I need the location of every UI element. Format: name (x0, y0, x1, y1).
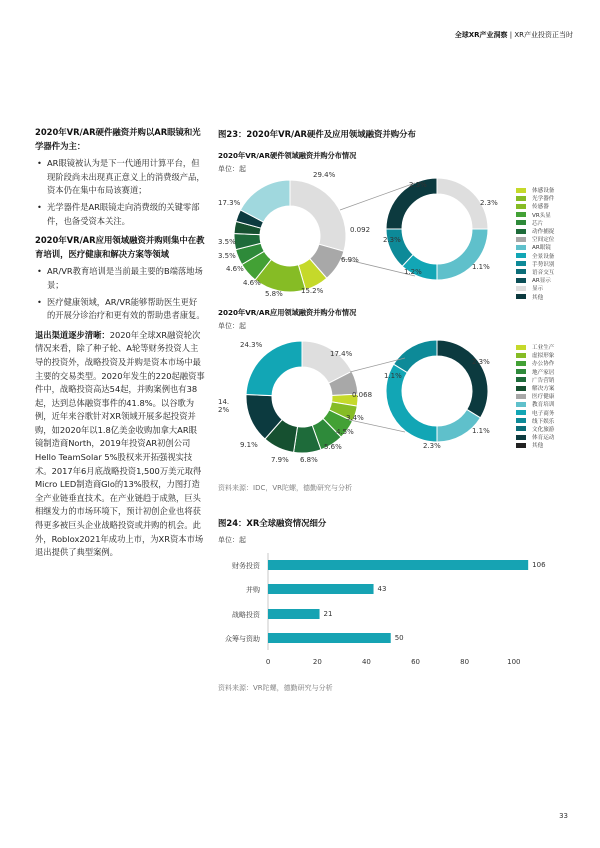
hw-legend-swatch (516, 188, 526, 193)
header-title-rest: | XR产业投资正当时 (507, 31, 573, 39)
hw-legend-label: 光学器件 (532, 196, 555, 203)
hw-legend-item (516, 227, 554, 235)
hw-legend-label: 体感设备 (532, 188, 555, 195)
hw-legend-label: 全景设备 (532, 253, 555, 260)
hw-legend-swatch (516, 245, 526, 250)
application-legend (516, 343, 554, 449)
app-legend-label: 教育培训 (532, 402, 555, 409)
hw-legend-label: AR显示 (532, 278, 551, 285)
bar-category-0: 财务投资 (232, 562, 260, 570)
bullet: • 光学器件是AR眼镜走向消费级的关键零部件，也备受资本关注。 (35, 201, 205, 228)
hw-label-17.3: 17.3% (218, 199, 241, 207)
bar-value-1: 43 (377, 585, 387, 593)
hw-legend-item (516, 194, 554, 202)
app-label-3.4: 3.4% (346, 414, 364, 422)
hw-label-6.9: 6.9% (341, 256, 359, 264)
hw-legend-item (516, 284, 554, 292)
app-main-slice-9 (246, 341, 302, 396)
app-legend-swatch (516, 402, 526, 407)
app-legend-swatch (516, 410, 526, 415)
app-legend-swatch (516, 394, 526, 399)
bullet: • 医疗健康领域，AR/VR能够帮助医生更好的开展分诊治疗和更有效的帮助患者康复。 (35, 296, 205, 323)
hw-legend-swatch (516, 269, 526, 274)
hw-label-4.6a: 4.6% (243, 279, 261, 287)
bar-category-1: 并购 (246, 586, 260, 594)
header-title-bold: 全球XR产业洞察 (454, 31, 508, 39)
hw-legend-label: 显示 (532, 286, 544, 293)
app-legend-label: 地产家居 (532, 369, 555, 376)
app-sub-label-d: 1.1% (384, 372, 402, 380)
hw-legend-item (516, 219, 554, 227)
app-legend-item (516, 392, 554, 400)
app-legend-item (516, 417, 554, 425)
hw-legend-swatch (516, 229, 526, 234)
x-tick-20: 20 (312, 658, 322, 666)
app-legend-label: 线下娱乐 (532, 418, 555, 425)
hw-legend-item (516, 235, 554, 243)
app-sub-label-a: 2.3% (472, 358, 490, 366)
hw-legend-label: AR眼镜 (532, 245, 551, 252)
app-legend-item (516, 384, 554, 392)
hw-legend-label: 其他 (532, 294, 544, 301)
x-tick-0: 0 (265, 658, 271, 666)
app-legend-label: 医疗健康 (532, 394, 555, 401)
hw-main-slice-0 (290, 180, 346, 251)
app-label-5.6: 5.6% (324, 443, 342, 451)
app-legend-swatch (516, 386, 526, 391)
hw-legend-swatch (516, 261, 526, 266)
exit-text: 2020年全球XR融资轮次情况来看，除了种子轮、A轮等财务投资人主导的投资外，战略投资及并购是资本市场中最主要的交易类型。2020年发生的220起融资事件中，战略投资高达54起，并购案例也有38起，达到总体融资事件的41.8%。以谷歌为例，近年来谷歌针对XR领域开展多起投资并购，如2020年以1.8亿美金收购加拿大AR眼镜制造商North，2019年投资AR初创公司Hello TeamSolar 5%股权来开拓强视实技术。2017年6月底战略投资1,500万美元取得Micro LED制造商Glo的13%股权，力图打造全产业链垂直技术。在产业链趋于成熟，巨头相继发力的市场环境下，预计初创企业也将获得更多被巨头企业战略投资或并购的机会。此外，Roblox2021年成功上市，为XR资本市场退出提供了典型案例。 (35, 329, 205, 558)
fig23-source: 资料来源：IDC，VR陀螺，德勤研究与分析 (218, 484, 352, 492)
hw-legend-label: 手势识别 (532, 261, 555, 268)
hardware-legend (516, 186, 554, 301)
app-sub-label-b: 1.1% (472, 427, 490, 435)
app-legend-label: 虚拟形象 (532, 353, 555, 360)
app-sub-slice-3 (394, 340, 437, 373)
bar-value-0: 106 (532, 561, 546, 569)
app-legend-swatch (516, 435, 526, 440)
app-label-17.4: 17.4% (330, 350, 353, 358)
hw-legend-item (516, 186, 554, 194)
hw-legend-item (516, 260, 554, 268)
section-heading-hardware: 2020年VR/AR硬件融资并购以AR眼镜和光学器件为主： (35, 127, 201, 151)
app-sub-slice-0 (437, 340, 488, 418)
app-sub-label-c: 2.3% (423, 442, 441, 450)
fig23-title: 图23：2020年VR/AR硬件及应用领域融资并购分布 (218, 129, 416, 139)
hw-legend-swatch (516, 204, 526, 209)
bar-1 (268, 584, 374, 594)
app-label-7.9: 7.9% (271, 456, 289, 464)
bar-value-2: 21 (323, 610, 333, 618)
fig23-app-unit: 单位：起 (218, 322, 246, 330)
hw-legend-swatch (516, 212, 526, 217)
app-legend-label: 广告营销 (532, 377, 555, 384)
hw-legend-item (516, 243, 554, 251)
x-tick-100: 100 (507, 658, 521, 666)
app-legend-item (516, 400, 554, 408)
app-legend-label: 解决方案 (532, 386, 555, 393)
app-legend-label: 办公协作 (532, 361, 555, 368)
bar-value-3: 50 (394, 634, 404, 642)
hw-legend-swatch (516, 278, 526, 283)
hw-legend-swatch (516, 237, 526, 242)
app-label-6.8: 6.8% (300, 456, 318, 464)
hw-label-4.6b: 4.6% (226, 265, 244, 273)
fig23-hw-subtitle: 2020年VR/AR硬件领域融资并购分布情况 (218, 151, 357, 160)
app-legend-item (516, 441, 554, 449)
app-label-0.068: 0.068 (352, 391, 373, 399)
app-legend-swatch (516, 418, 526, 423)
app-legend-item (516, 409, 554, 417)
hw-legend-swatch (516, 196, 526, 201)
bullet: • AR眼镜被认为是下一代通用计算平台，但现阶段尚未出现真正意义上的消费级产品，资本仍在集中布局该赛道； (35, 157, 205, 198)
hw-sub-label-a: 2.3% (409, 181, 427, 189)
bar-2 (268, 609, 320, 619)
fig24-source: 资料来源：VR陀螺，德勤研究与分析 (218, 684, 333, 692)
bar-3 (268, 633, 391, 643)
hw-legend-label: 芯片 (532, 220, 544, 227)
fig23-app-subtitle: 2020年VR/AR应用领域融资并购分布情况 (218, 308, 357, 317)
hw-label-29.4: 29.4% (313, 171, 336, 179)
page-number: 33 (559, 812, 568, 820)
app-legend-label: 文化旅游 (532, 426, 555, 433)
app-legend-label: 电子商务 (532, 410, 555, 417)
app-legend-item (516, 359, 554, 367)
hw-label-0.092: 0.092 (350, 226, 371, 234)
fig23-hw-unit: 单位：起 (218, 165, 246, 173)
app-legend-swatch (516, 377, 526, 382)
app-legend-swatch (516, 353, 526, 358)
bullet: • AR/VR教育培训是当前最主要的B端落地场景； (35, 265, 205, 292)
x-tick-80: 80 (460, 658, 470, 666)
exit-heading: 退出渠道逐步清晰： (35, 329, 110, 340)
x-tick-40: 40 (361, 658, 371, 666)
bar-category-2: 战略投资 (232, 611, 260, 619)
hw-label-5.8: 5.8% (265, 290, 283, 298)
app-legend-item (516, 376, 554, 384)
hw-sub-slice-1 (437, 229, 488, 280)
app-label-24.3: 24.3% (240, 341, 263, 349)
app-legend-item (516, 368, 554, 376)
app-legend-swatch (516, 345, 526, 350)
hw-legend-item (516, 268, 554, 276)
hw-legend-item (516, 276, 554, 284)
hw-legend-label: 传感器 (532, 204, 549, 211)
hw-label-15.2: 15.2% (301, 287, 324, 295)
hw-legend-label: VR头显 (532, 212, 551, 219)
hw-legend-label: 动作捕捉 (532, 229, 555, 236)
bar-category-3: 众筹与资助 (225, 635, 260, 643)
hw-legend-label: 语音交互 (532, 269, 555, 276)
x-tick-60: 60 (411, 658, 420, 666)
app-legend-label: 体育运动 (532, 435, 555, 442)
hw-sub-label-e: 2.3% (383, 236, 401, 244)
hw-label-3.5a: 3.5% (218, 252, 236, 260)
app-sub-slice-1 (437, 409, 480, 442)
fig24-title: 图24：XR全球融资情况细分 (218, 518, 327, 528)
hw-sub-label-c: 1.1% (472, 263, 490, 271)
app-legend-swatch (516, 443, 526, 448)
hardware-pie (234, 180, 346, 292)
hw-legend-label: 空间定位 (532, 237, 555, 244)
app-legend-item (516, 433, 554, 441)
bar-0 (268, 560, 528, 570)
hw-legend-item (516, 202, 554, 210)
hw-legend-item (516, 252, 554, 260)
app-legend-item (516, 343, 554, 351)
hw-sub-label-d: 1.2% (404, 268, 422, 276)
app-legend-label: 其他 (532, 443, 544, 450)
hw-sub-label-b: 2.3% (480, 199, 498, 207)
fig24-unit: 单位：起 (218, 536, 246, 544)
app-legend-item (516, 425, 554, 433)
hw-legend-item (516, 292, 554, 300)
app-legend-item (516, 351, 554, 359)
app-legend-label: 工业生产 (532, 345, 555, 352)
app-legend-swatch (516, 369, 526, 374)
app-label-14.2: 14.2% (218, 398, 230, 414)
section-heading-application: 2020年VR/AR应用领域融资并购则集中在教育培训，医疗健康和解决方案等领域 (35, 235, 205, 259)
app-legend-swatch (516, 426, 526, 431)
app-label-4.5: 4.5% (336, 428, 354, 436)
hw-legend-swatch (516, 253, 526, 258)
hw-legend-swatch (516, 286, 526, 291)
hw-label-3.5b: 3.5% (218, 238, 236, 246)
hw-legend-swatch (516, 220, 526, 225)
app-legend-swatch (516, 361, 526, 366)
hw-legend-item (516, 211, 554, 219)
hw-legend-swatch (516, 294, 526, 299)
app-label-9.1: 9.1% (240, 441, 258, 449)
